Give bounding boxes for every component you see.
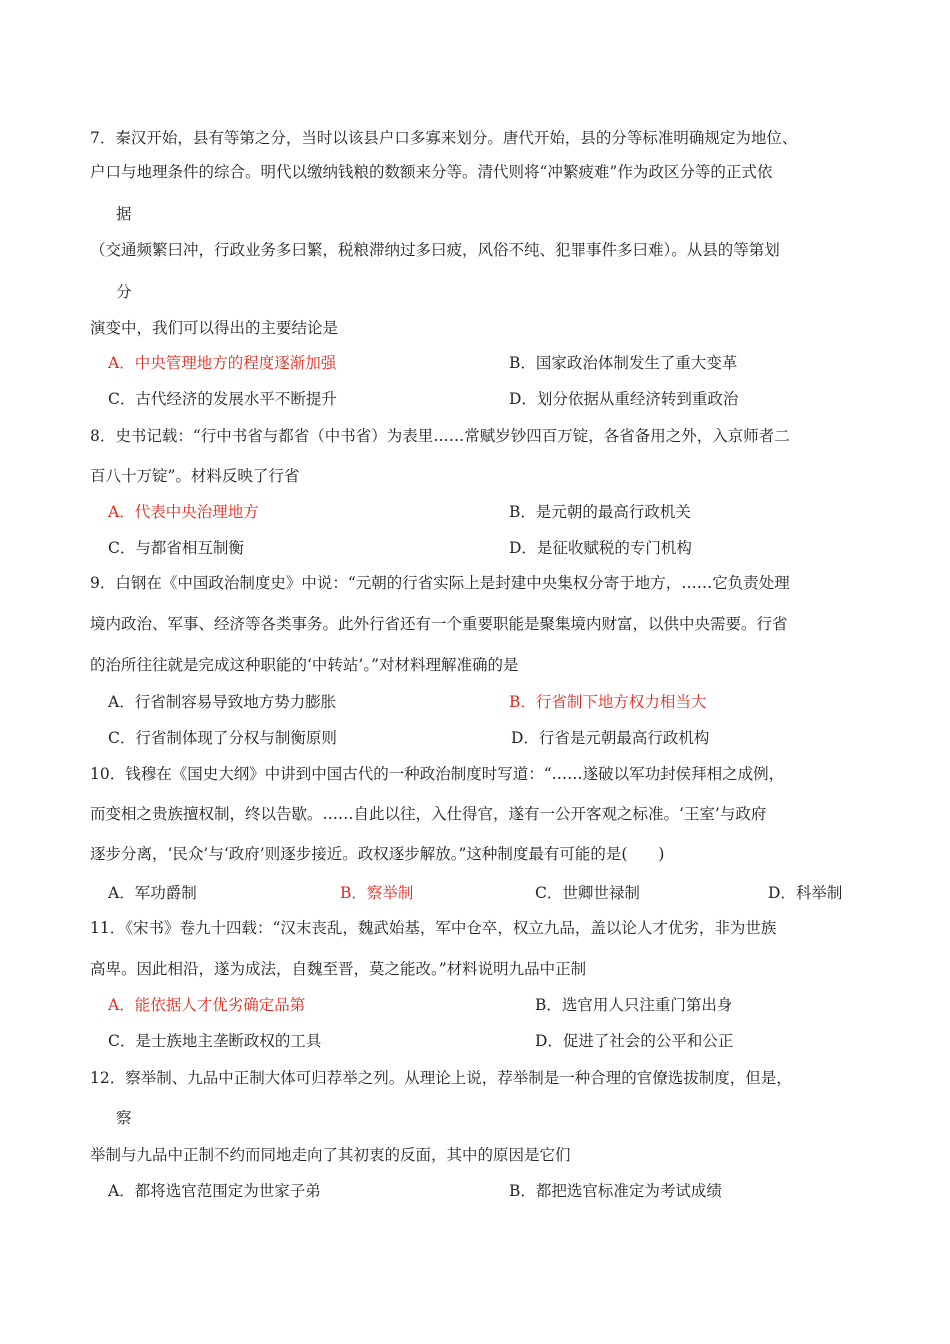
q7-option-b: B．国家政治体制发生了重大变革 [509, 354, 738, 372]
q9-line-1: 9．白钢在《中国政治制度史》中说：“元朝的行省实际上是封建中央集权分寄于地方，……它负责处理 [90, 574, 790, 592]
q8-line-2: 百八十万锭”。材料反映了行省 [90, 467, 300, 485]
q7-option-c: C．古代经济的发展水平不断提升 [108, 390, 337, 408]
q8-option-a: A．代表中央治理地方 [108, 503, 259, 521]
q12-option-a: A．都将选官范围定为世家子弟 [108, 1182, 321, 1200]
q9-option-b: B．行省制下地方权力相当大 [509, 693, 707, 711]
q11-option-d: D．促进了社会的公平和公正 [535, 1032, 734, 1050]
q11-line-2: 高卑。因此相沿，遂为成法，自魏至晋，莫之能改。”材料说明九品中正制 [90, 960, 587, 978]
q10-option-b: B．察举制 [340, 884, 414, 902]
q7-line-3: 据 [116, 205, 132, 223]
q7-option-a: A．中央管理地方的程度逐渐加强 [108, 354, 337, 372]
q7-line-6: 演变中，我们可以得出的主要结论是 [90, 319, 339, 337]
q11-option-c: C．是士族地主垄断政权的工具 [108, 1032, 322, 1050]
q9-line-3: 的治所往往就是完成这种职能的‘中转站’。”对材料理解准确的是 [90, 656, 519, 674]
q12-line-2: 察 [116, 1109, 132, 1127]
q7-line-1: 7．秦汉开始，县有等第之分，当时以该县户口多寡来划分。唐代开始，县的分等标准明确规定为地位、 [90, 129, 798, 147]
q9-option-d: D．行省是元朝最高行政机构 [511, 729, 710, 747]
q8-option-d: D．是征收赋税的专门机构 [509, 539, 692, 557]
q9-option-a: A．行省制容易导致地方势力膨胀 [108, 693, 337, 711]
q12-line-3: 举制与九品中正制不约而同地走向了其初衷的反面，其中的原因是它们 [90, 1146, 571, 1164]
q11-line-1: 11．《宋书》卷九十四载：“汉末丧乱，魏武始基，军中仓卒，权立九品，盖以论人才优劣，非为世族 [90, 919, 777, 937]
q7-option-d: D．划分依据从重经济转到重政治 [509, 390, 739, 408]
q12-line-1: 12．察举制、九品中正制大体可归荐举之列。从理论上说，荐举制是一种合理的官僚选拔制度，但是， [90, 1069, 792, 1087]
q8-option-b: B．是元朝的最高行政机关 [509, 503, 691, 521]
q7-line-4: （交通频繁曰冲，行政业务多曰繁，税粮滞纳过多曰疲，风俗不纯、犯罪事件多曰难）。从县的等第划 [90, 241, 780, 259]
q8-line-1: 8．史书记载：“行中书省与都省（中书省）为表里……常赋岁钞四百万锭，各省备用之外，入京师者二 [90, 427, 790, 445]
q12-option-b: B．都把选官标准定为考试成绩 [509, 1182, 722, 1200]
q11-option-a: A．能依据人才优劣确定品第 [108, 996, 306, 1014]
q11-option-b: B．选官用人只注重门第出身 [535, 996, 733, 1014]
q10-line-3: 逐步分离，‘民众’与‘政府’则逐步接近。政权逐步解放。”这种制度最有可能的是( ) [90, 845, 665, 863]
q10-option-a: A．军功爵制 [108, 884, 197, 902]
q10-line-2: 而变相之贵族擅权制，终以告歇。……自此以往，入仕得官，遂有一公开客观之标准。‘王室’与政府 [90, 805, 767, 823]
q9-line-2: 境内政治、军事、经济等各类事务。此外行省还有一个重要职能是聚集境内财富，以供中央需要。行省 [90, 615, 788, 633]
q10-option-d: D．科举制 [768, 884, 843, 902]
q10-option-c: C．世卿世禄制 [535, 884, 640, 902]
q9-option-c: C．行省制体现了分权与制衡原则 [108, 729, 337, 747]
q7-line-2: 户口与地理条件的综合。明代以缴纳钱粮的数额来分等。清代则将“冲繁疲难”作为政区分等的正式依 [90, 163, 773, 181]
q7-line-5: 分 [116, 283, 132, 301]
q10-line-1: 10．钱穆在《国史大纲》中讲到中国古代的一种政治制度时写道：“……遂破以军功封侯拜相之成例， [90, 765, 785, 783]
q8-option-c: C．与都省相互制衡 [108, 539, 244, 557]
